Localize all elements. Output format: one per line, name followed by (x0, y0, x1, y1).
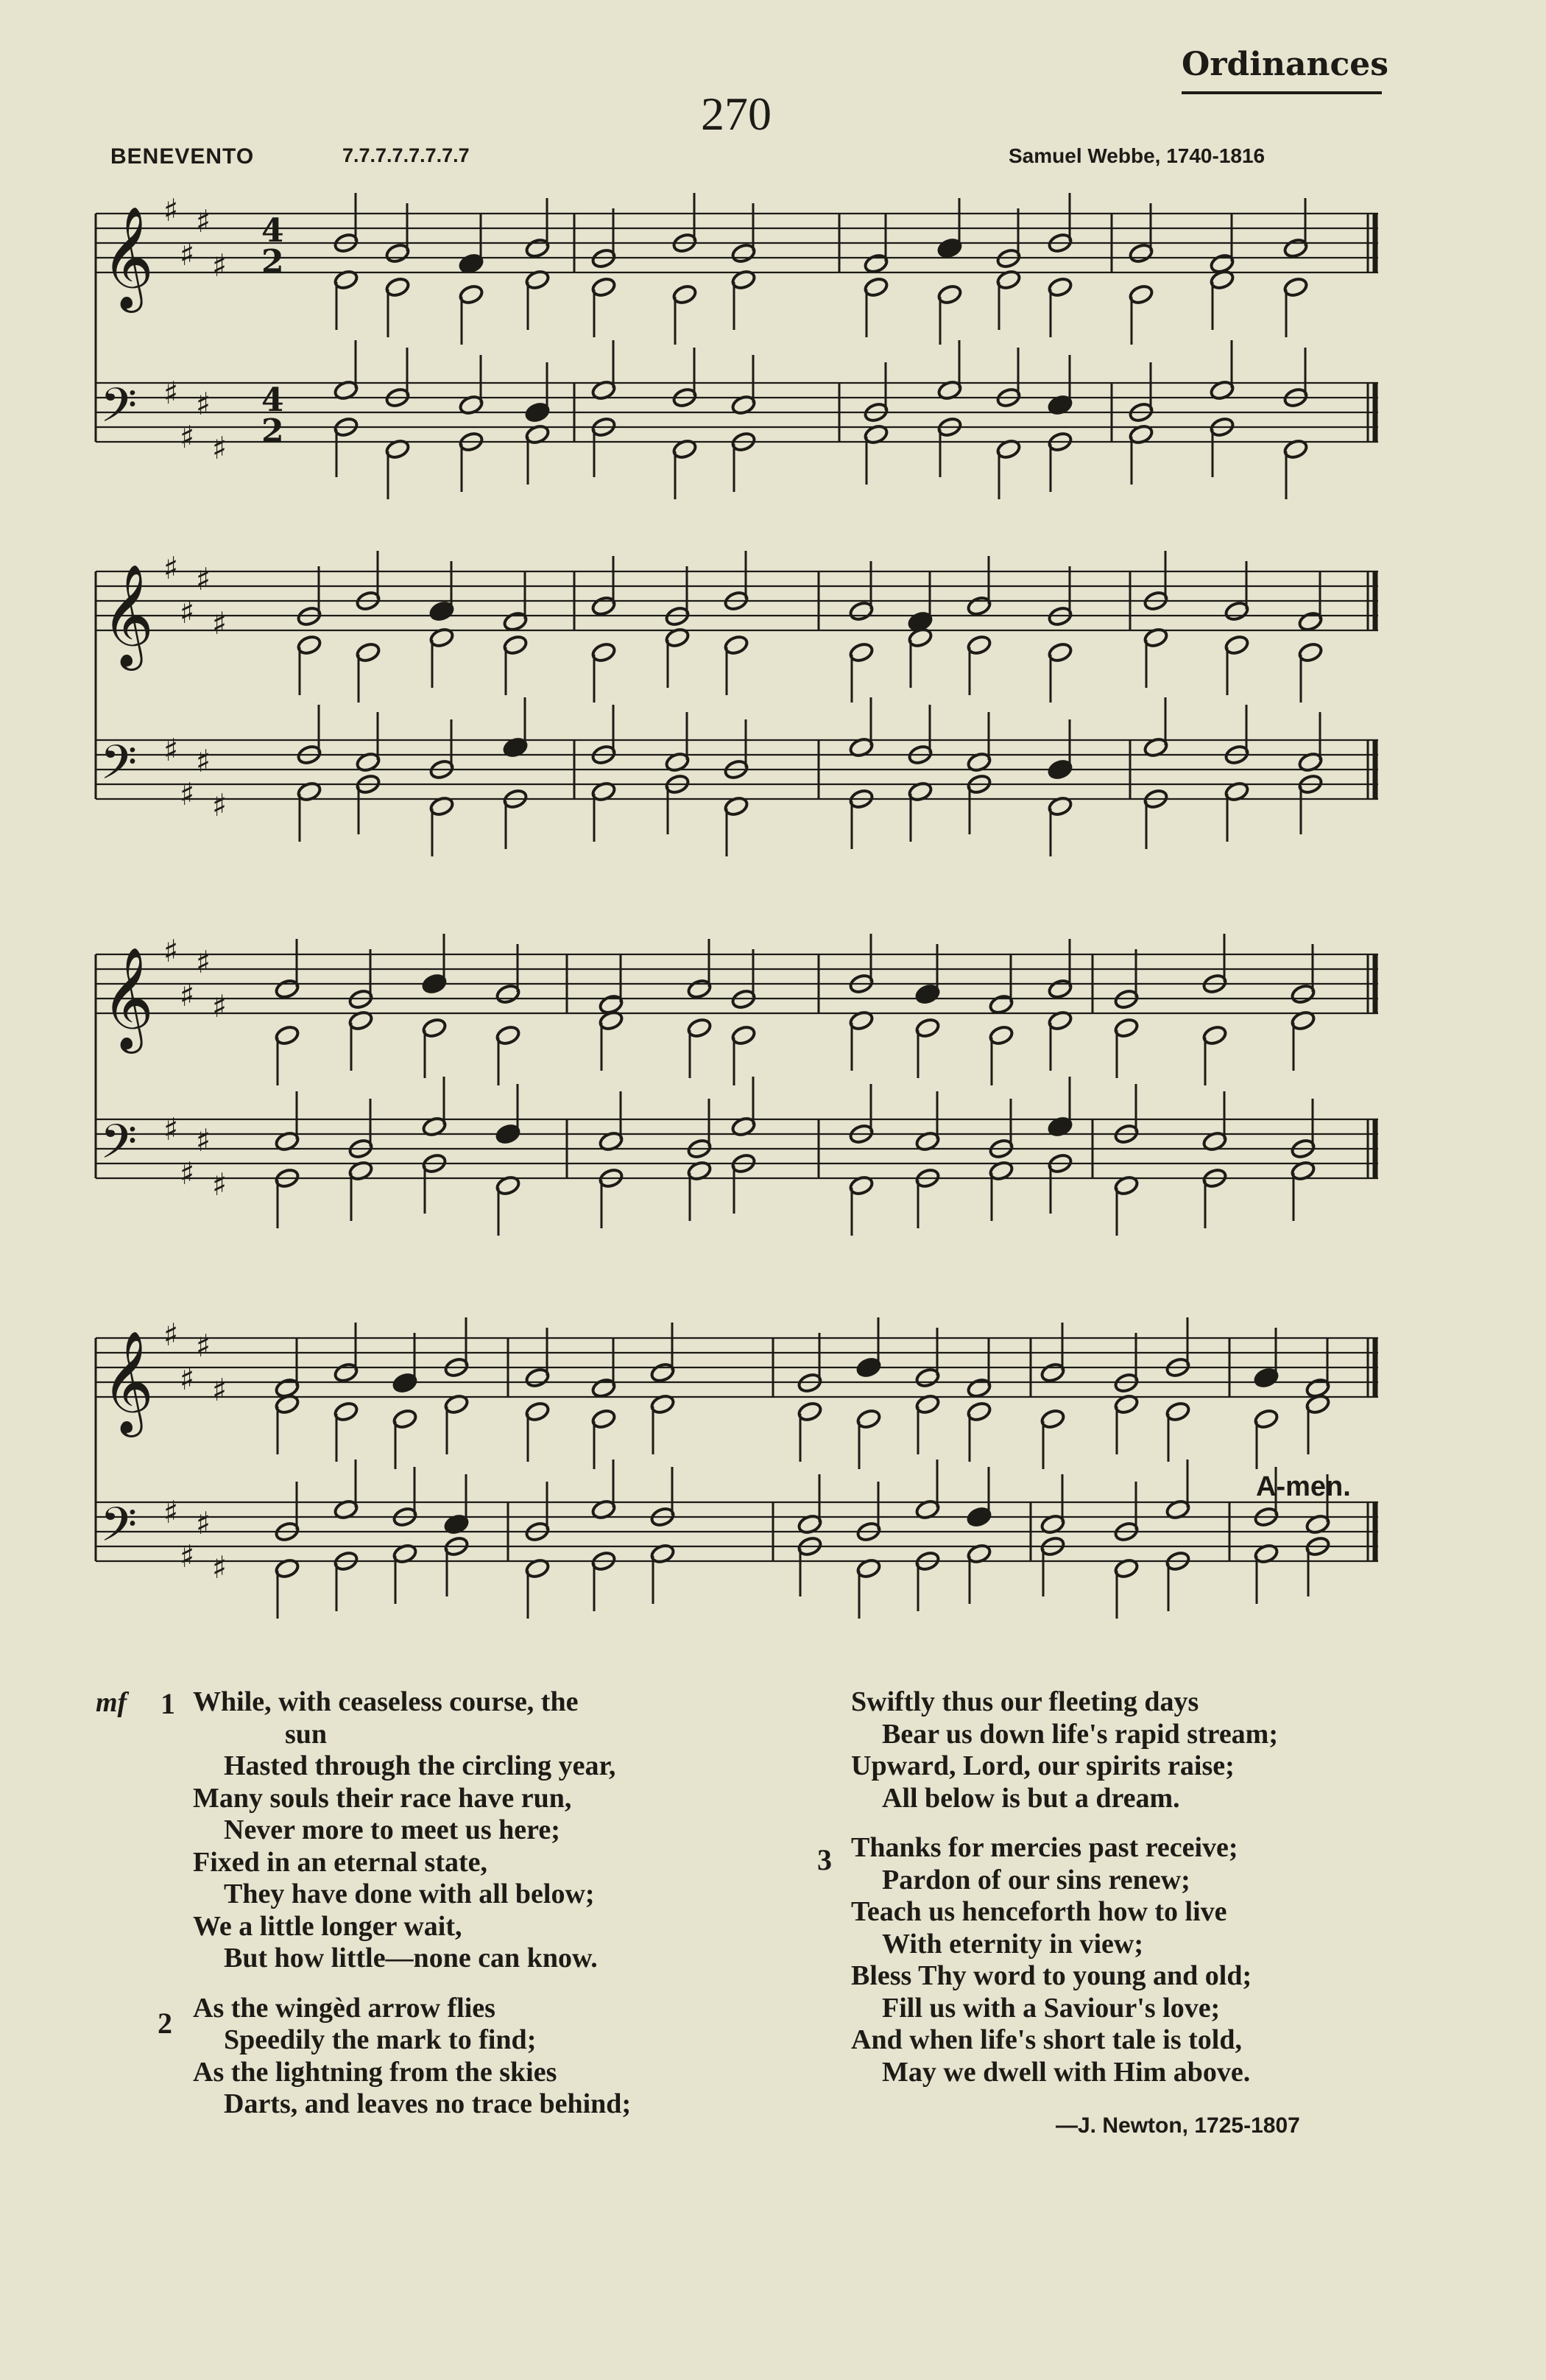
verse-3-line-1: Thanks for mercies past receive; (851, 1832, 1238, 1863)
key-sharp-bass-2-4: ♯ (212, 787, 227, 823)
key-sharp-bass-3-1: ♯ (163, 1111, 179, 1147)
verse-1-line-6: They have done with all below; (224, 1879, 595, 1909)
lyrics-right-column (851, 1686, 1278, 2088)
verse-2-line-8: All below is but a dream. (882, 1782, 1180, 1814)
lyrics-left-column (193, 1686, 631, 2121)
key-sharp-treble-4-4: ♯ (212, 1372, 227, 1408)
key-sharp-bass-1-4: ♯ (212, 430, 227, 466)
time-signature-bass-bottom: 2 (261, 412, 284, 450)
key-sharp-treble-3-3: ♯ (196, 944, 211, 980)
key-sharp-bass-3-4: ♯ (212, 1166, 227, 1203)
key-sharp-treble-3-4: ♯ (212, 988, 227, 1024)
key-sharp-bass-4-2: ♯ (180, 1538, 195, 1574)
time-signature-bass-top: 4 (261, 381, 284, 419)
section-title: Ordinances (1182, 46, 1389, 83)
composer: Samuel Webbe, 1740-1816 (1009, 144, 1266, 167)
amen-label: A-men. (1256, 1471, 1351, 1502)
verse-2-line-5: Swiftly thus our fleeting days (851, 1686, 1199, 1717)
verse-1-line-4: Never more to meet us here; (224, 1814, 560, 1845)
dynamic-marking: mf (96, 1687, 127, 1718)
verse-1-line-3: Many souls their race have run, (193, 1782, 572, 1814)
key-sharp-treble-3-1: ♯ (163, 933, 179, 969)
treble-clef-4: 𝄞 (102, 1331, 154, 1433)
key-sharp-bass-2-3: ♯ (196, 743, 211, 779)
key-sharp-treble-1-2: ♯ (180, 236, 195, 272)
key-sharp-bass-3-3: ♯ (196, 1122, 211, 1158)
time-signature-top: 4 (261, 212, 284, 250)
verse-2-line-2: Speedily the mark to find; (224, 2024, 537, 2055)
key-sharp-bass-4-3: ♯ (196, 1505, 211, 1541)
key-sharp-bass-3-2: ♯ (180, 1155, 195, 1191)
verse-3-line-6: Fill us with a Saviour's love; (882, 1992, 1221, 2024)
meter: 7.7.7.7.7.7.7.7 (342, 144, 470, 166)
key-sharp-bass-1-2: ♯ (180, 419, 195, 455)
key-sharp-treble-2-4: ♯ (212, 605, 227, 641)
verse-3-line-3: Teach us henceforth how to live (851, 1896, 1227, 1927)
key-sharp-treble-2-2: ♯ (180, 594, 195, 630)
verse-2-line-7: Upward, Lord, our spirits raise; (851, 1750, 1235, 1781)
key-sharp-bass-4-4: ♯ (212, 1549, 227, 1585)
verse-3-line-4: With eternity in view; (882, 1928, 1143, 1960)
key-sharp-treble-1-1: ♯ (163, 192, 179, 228)
key-sharp-treble-1-3: ♯ (196, 203, 211, 239)
key-sharp-bass-1-3: ♯ (196, 386, 211, 422)
key-sharp-treble-4-2: ♯ (180, 1361, 195, 1397)
bass-clef-2: 𝄢 (100, 736, 138, 802)
key-sharp-treble-2-1: ♯ (163, 550, 179, 586)
bass-clef-1: 𝄢 (100, 379, 138, 445)
key-sharp-treble-4-1: ♯ (163, 1317, 179, 1353)
verse-number-3: 3 (817, 1843, 832, 1876)
verse-2-line-6: Bear us down life's rapid stream; (882, 1718, 1278, 1750)
verse-1-line-5: Fixed in an eternal state, (193, 1846, 488, 1878)
verse-2-line-4: Darts, and leaves no trace behind; (224, 2088, 632, 2119)
key-sharp-treble-4-3: ♯ (196, 1328, 211, 1364)
verse-2-line-1: As the wingèd arrow flies (193, 1992, 495, 2024)
verse-3-line-8: May we dwell with Him above. (882, 2056, 1251, 2088)
bass-clef-3: 𝄢 (100, 1115, 138, 1181)
key-sharp-treble-3-2: ♯ (180, 977, 195, 1013)
verse-number-2: 2 (158, 2007, 172, 2040)
verse-1-line-2: Hasted through the circling year, (224, 1750, 616, 1781)
bass-clef-4: 𝄢 (100, 1498, 138, 1564)
verse-1-line-8: But how little—none can know. (224, 1943, 598, 1974)
author-credit: —J. Newton, 1725-1807 (1056, 2113, 1300, 2138)
verse-1-line-7: We a little longer wait, (193, 1910, 462, 1942)
verse-1-line-1-cont: sun (285, 1718, 328, 1750)
treble-clef-3: 𝄞 (102, 947, 154, 1049)
verse-1-line-1: While, with ceaseless course, the (193, 1686, 579, 1717)
verse-3-line-2: Pardon of our sins renew; (882, 1864, 1190, 1895)
verse-2-line-3: As the lightning from the skies (193, 2056, 557, 2088)
tune-name: BENEVENTO (110, 144, 255, 169)
key-sharp-treble-1-4: ♯ (212, 247, 227, 284)
key-sharp-bass-4-1: ♯ (163, 1494, 179, 1530)
verse-3-line-5: Bless Thy word to young and old; (851, 1960, 1252, 1991)
treble-clef-2: 𝄞 (102, 564, 154, 666)
key-sharp-bass-2-1: ♯ (163, 732, 179, 768)
key-sharp-bass-1-1: ♯ (163, 375, 179, 411)
verse-number-1: 1 (160, 1687, 175, 1720)
key-sharp-treble-2-3: ♯ (196, 561, 211, 597)
verse-3-line-7: And when life's short tale is told, (851, 2024, 1242, 2055)
key-sharp-bass-2-2: ♯ (180, 776, 195, 812)
treble-clef-1: 𝄞 (102, 206, 154, 309)
time-signature-bottom: 2 (261, 243, 284, 281)
hymn-number: 270 (701, 88, 772, 140)
